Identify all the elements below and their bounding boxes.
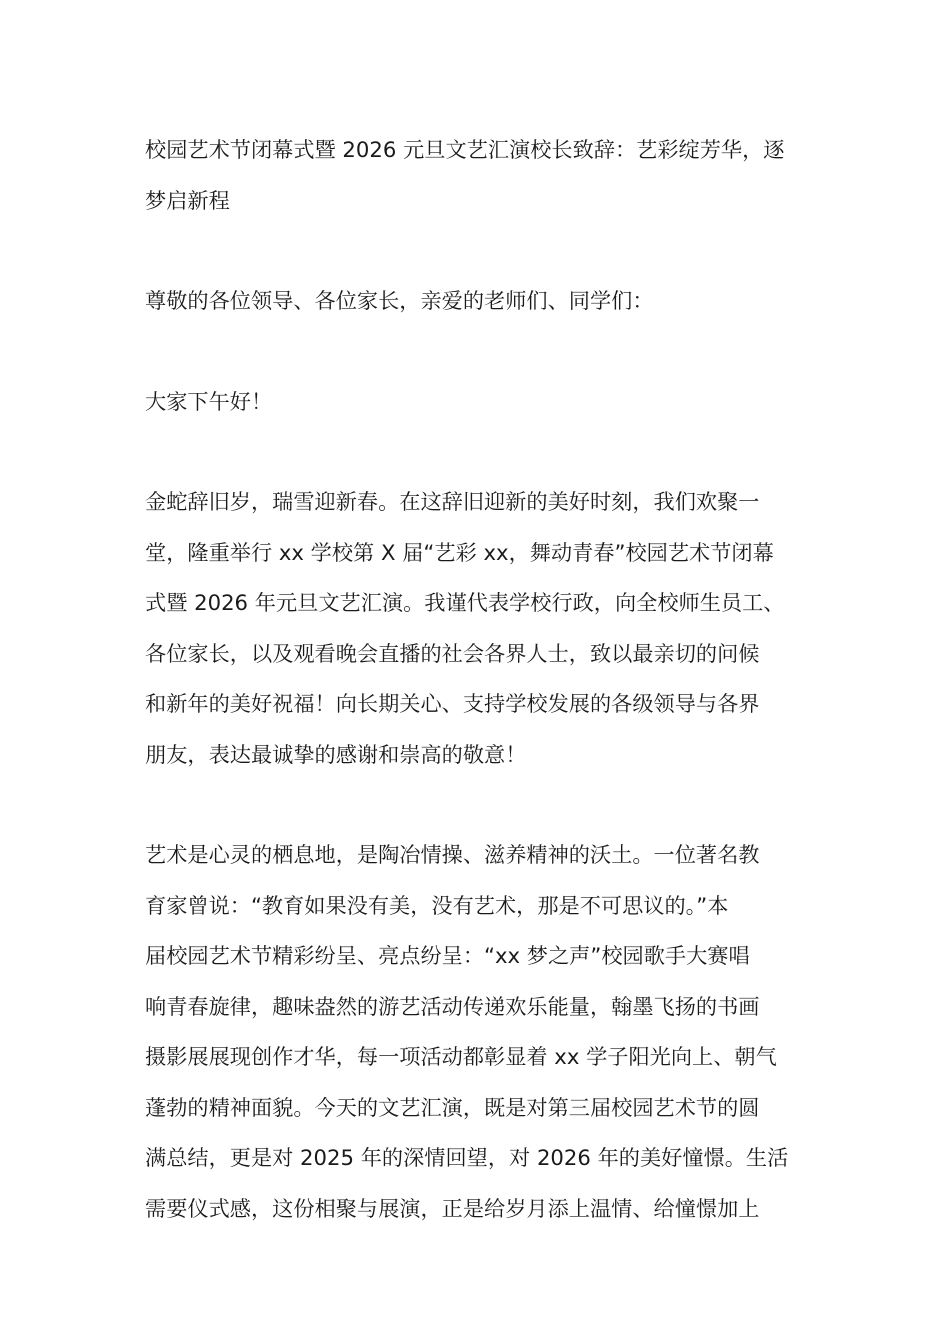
paragraph-line: 堂，隆重举行 xx 学校第 X 届“艺彩 xx，舞动青春”校园艺术节闭幕 xyxy=(145,539,774,565)
paragraph-line: 需要仪式感，这份相聚与展演，正是给岁月添上温情、给憧憬加上 xyxy=(145,1195,760,1221)
paragraph-line: 和新年的美好祝福！向长期关心、支持学校发展的各级领导与各界 xyxy=(145,691,760,716)
paragraph-line: 式暨 2026 年元旦文艺汇演。我谨代表学校行政，向全校师生员工、 xyxy=(145,590,785,615)
greeting-line: 大家下午好！ xyxy=(145,388,273,414)
document-body xyxy=(145,125,809,1234)
paragraph-line: 各位家长，以及观看晚会直播的社会各界人士，致以最亲切的问候 xyxy=(145,640,760,666)
salutation-line: 尊敬的各位领导、各位家长，亲爱的老师们、同学们： xyxy=(145,288,654,313)
title-line: 校园艺术节闭幕式暨 2026 元旦文艺汇演校长致辞：艺彩绽芳华，逐 xyxy=(145,137,785,162)
paragraph-art xyxy=(145,830,809,1234)
paragraph-line: 艺术是心灵的栖息地，是陶冶情操、滋养精神的沃土。一位著名教 xyxy=(145,842,760,867)
salutation xyxy=(145,276,809,327)
paragraph-opening xyxy=(145,477,809,780)
paragraph-line: 蓬勃的精神面貌。今天的文艺汇演，既是对第三届校园艺术节的圆 xyxy=(145,1094,760,1120)
document-title xyxy=(145,125,809,226)
paragraph-line: 届校园艺术节精彩纷呈、亮点纷呈：“xx 梦之声”校园歌手大赛唱 xyxy=(145,943,750,968)
paragraph-line: 金蛇辞旧岁，瑞雪迎新春。在这辞旧迎新的美好时刻，我们欢聚一 xyxy=(145,489,760,514)
paragraph-line: 满总结，更是对 2025 年的深情回望，对 2026 年的美好憧憬。生活 xyxy=(145,1145,789,1170)
paragraph-line: 朋友，表达最诚挚的感谢和崇高的敬意！ xyxy=(145,741,527,767)
title-line: 梦启新程 xyxy=(145,187,230,213)
paragraph-line: 响青春旋律，趣味盎然的游艺活动传递欢乐能量，翰墨飞扬的书画 xyxy=(145,993,760,1019)
paragraph-line: 摄影展展现创作才华，每一项活动都彰显着 xx 学子阳光向上、朝气 xyxy=(145,1044,777,1069)
greeting xyxy=(145,377,809,428)
paragraph-line: 育家曾说：“教育如果没有美，没有艺术，那是不可思议的。”本 xyxy=(145,892,729,918)
